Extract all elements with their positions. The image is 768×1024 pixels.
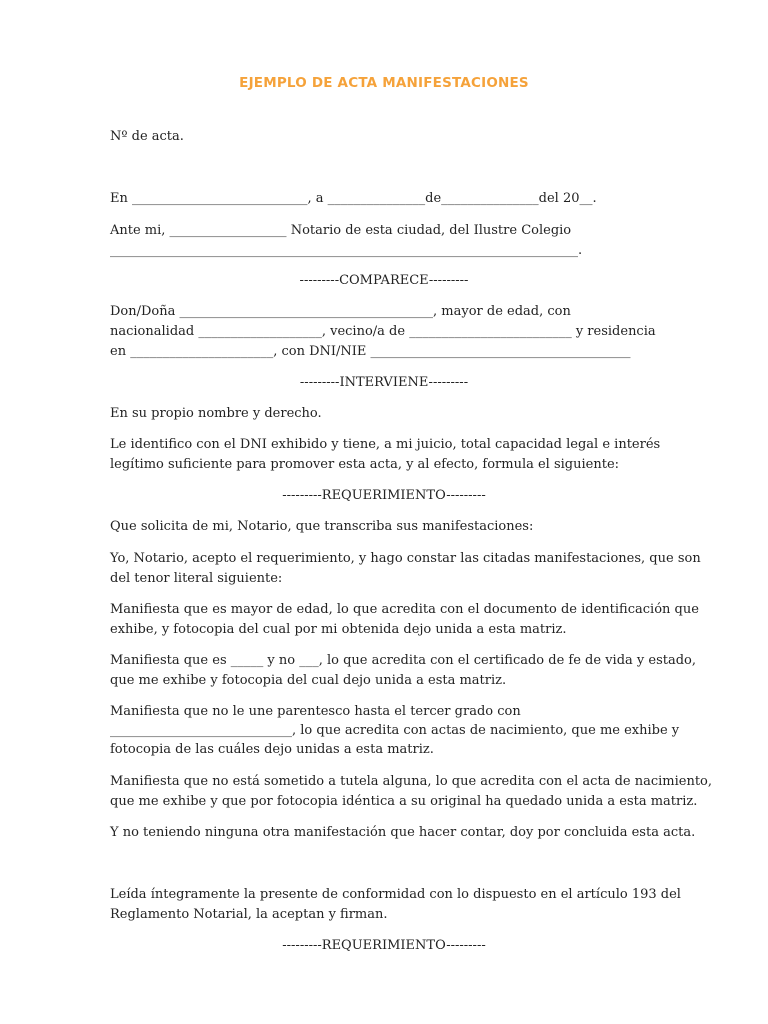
manifest-1-line-1: Manifiesta que es mayor de edad, lo que acredita con el documento de identificación que <box>110 602 699 617</box>
manifest-2-line-1: Manifiesta que es _____ y no ___, lo que acredita con el certificado de fe de vida y estado, <box>110 653 697 668</box>
compareciente-line-2: nacionalidad ___________________, vecino/a de _________________________ y residencia <box>110 324 656 339</box>
own-name-paragraph: En su propio nombre y derecho. <box>110 406 322 421</box>
reading-line-1: Leída íntegramente la presente de conformidad con lo dispuesto en el artículo 193 del <box>110 887 681 902</box>
acta-number: Nº de acta. <box>110 129 184 144</box>
manifest-2-line-2: que me exhibe y fotocopia del cual dejo unida a esta matriz. <box>110 673 507 688</box>
manifest-4-line-1: Manifiesta que no está sometido a tutela alguna, lo que acredita con el acta de nacimiento, <box>110 774 713 789</box>
identification-line-1: Le identifico con el DNI exhibido y tiene, a mi juicio, total capacidad legal e interés <box>110 437 661 452</box>
section-heading-comparece: ---------COMPARECE--------- <box>299 273 469 288</box>
section-heading-requerimiento-2: ---------REQUERIMIENTO--------- <box>282 938 486 953</box>
manifest-3-line-2: ____________________________, lo que acredita con actas de nacimiento, que me exhibe y <box>110 723 680 738</box>
document-title: EJEMPLO DE ACTA MANIFESTACIONES <box>239 75 529 91</box>
notary-line-2: ________________________________________________________________________. <box>110 243 583 258</box>
compareciente-line-3: en ______________________, con DNI/NIE ________________________________________ <box>110 344 631 359</box>
manifest-3-line-3: fotocopia de las cuáles dejo unidas a esta matriz. <box>110 742 434 757</box>
request-paragraph: Que solicita de mi, Notario, que transcriba sus manifestaciones: <box>110 519 534 534</box>
identification-line-2: legítimo suficiente para promover esta acta, y al efecto, formula el siguiente: <box>110 457 620 472</box>
closing-paragraph: Y no teniendo ninguna otra manifestación que hacer contar, doy por concluida esta acta. <box>110 825 696 840</box>
accept-line-1: Yo, Notario, acepto el requerimiento, y hago constar las citadas manifestaciones, que son <box>110 551 701 566</box>
manifest-1-line-2: exhibe, y fotocopia del cual por mi obtenida dejo unida a esta matriz. <box>110 622 567 637</box>
compareciente-line-1: Don/Doña _______________________________________, mayor de edad, con <box>110 304 571 319</box>
reading-line-2: Reglamento Notarial, la aceptan y firman. <box>110 907 388 922</box>
place-date-line: En ___________________________, a _______________de_______________del 20__. <box>110 191 597 206</box>
section-heading-interviene: ---------INTERVIENE--------- <box>299 375 469 390</box>
accept-line-2: del tenor literal siguiente: <box>110 571 283 586</box>
manifest-3-line-1: Manifiesta que no le une parentesco hasta el tercer grado con <box>110 704 521 719</box>
manifest-4-line-2: que me exhibe y que por fotocopia idéntica a su original ha quedado unida a esta matriz. <box>110 794 698 809</box>
section-heading-requerimiento: ---------REQUERIMIENTO--------- <box>282 488 486 503</box>
notary-line-1: Ante mi, __________________ Notario de esta ciudad, del Ilustre Colegio <box>110 223 572 238</box>
